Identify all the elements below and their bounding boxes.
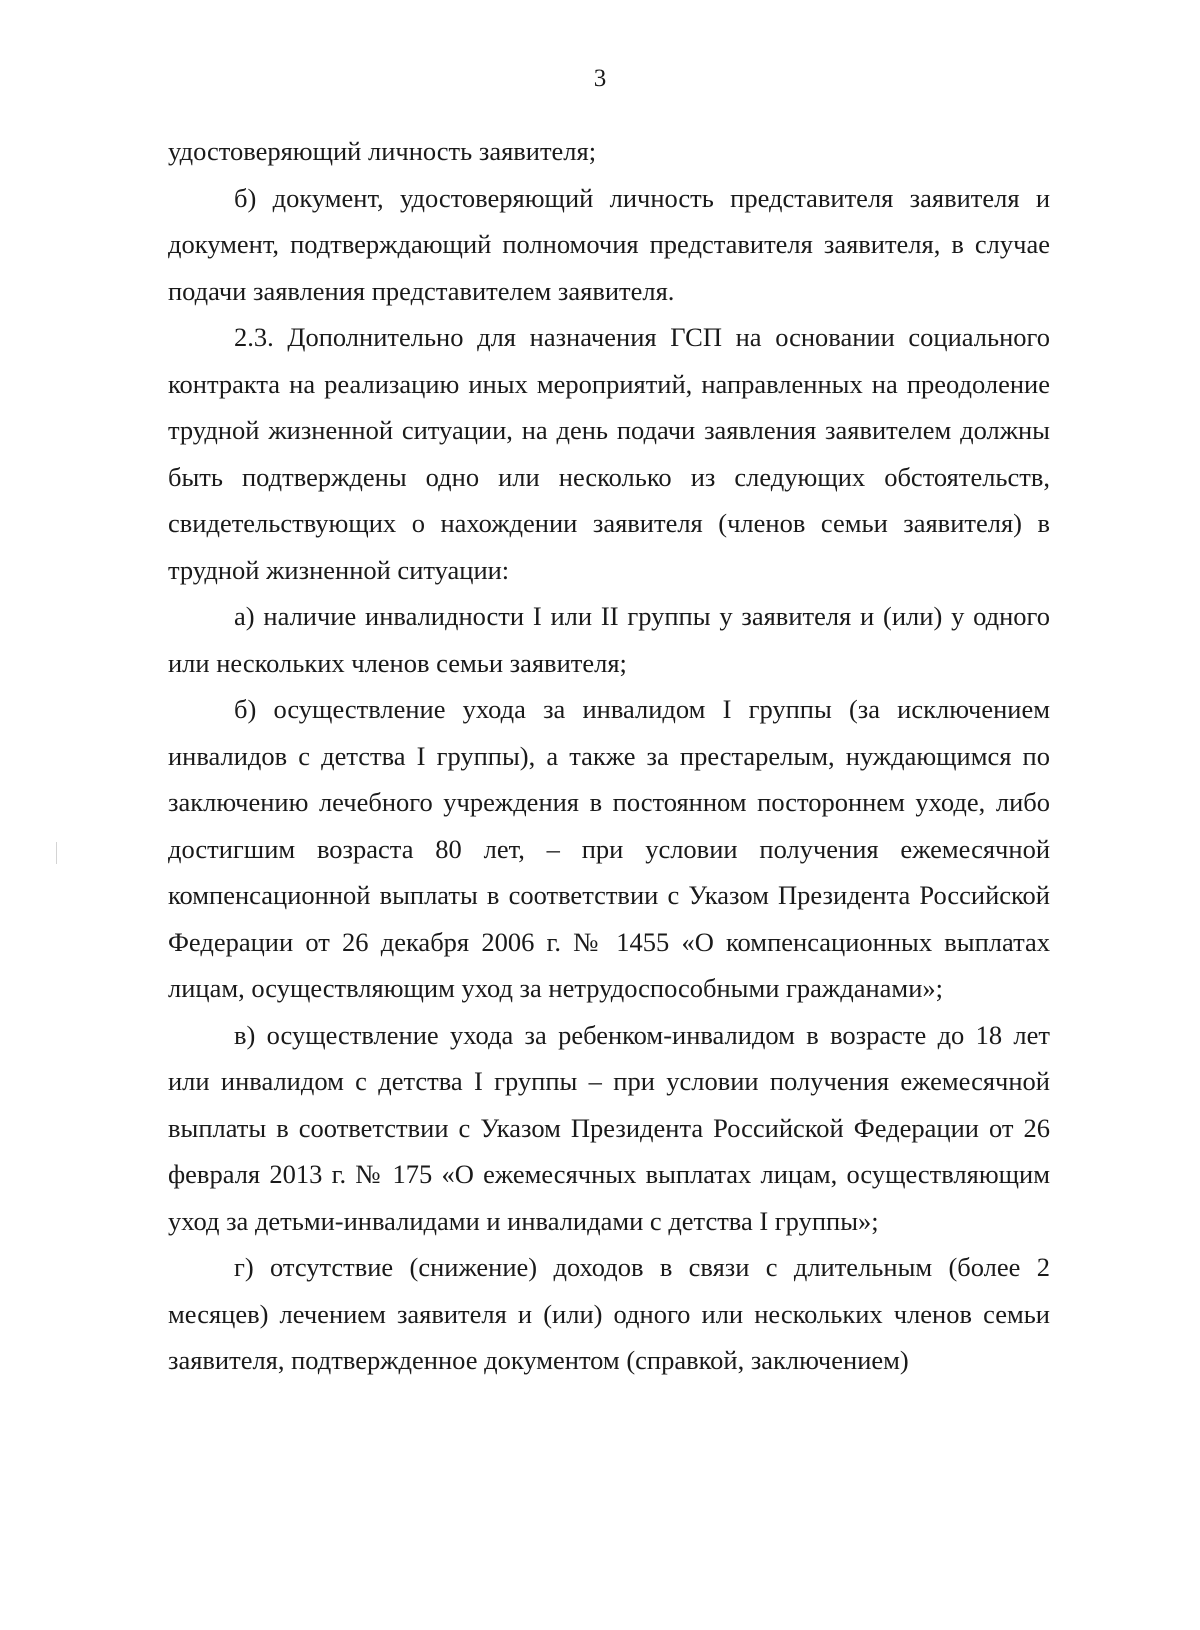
paragraph-item-a-disability: а) наличие инвалидности I или II группы у заявителя и (или) у одного или нескольких членов семьи заявителя; bbox=[168, 601, 1050, 678]
document-body bbox=[168, 128, 1050, 1384]
paragraph-item-b-care: б) осуществление ухода за инвалидом I группы (за исключением инвалидов с детства I группы), а также за престарелым, нуждающимся по заключению лечебного учреждения в постоянном постороннем уходе, либо достигшим возраста 80 лет, – при условии получения ежемесячной компенсационной выплаты в соответствии с Указом Президента Российской Федерации от 26 декабря 2006 г. № 1455 «О компенсационных выплатах лицам, осуществляющим уход за нетрудоспособными гражданами»; bbox=[168, 694, 1050, 1003]
paragraph-item-b-representative: б) документ, удостоверяющий личность представителя заявителя и документ, подтверждающий полномочия представителя заявителя, в случае подачи заявления представителем заявителя. bbox=[168, 182, 1050, 306]
scan-artifact-mark bbox=[56, 842, 57, 864]
paragraph-item-g-income: г) отсутствие (снижение) доходов в связи с длительным (более 2 месяцев) лечением заявителя и (или) одного или нескольких членов семьи заявителя, подтвержденное документом (справкой, заключением) bbox=[168, 1252, 1050, 1375]
page-number: 3 bbox=[593, 65, 607, 92]
paragraph-section-2-3: 2.3. Дополнительно для назначения ГСП на основании социального контракта на реализацию иных мероприятий, направленных на преодоление трудной жизненной ситуации, на день подачи заявления заявителем должны быть подтверждены одно или несколько из следующих обстоятельств, свидетельствующих о нахождении заявителя (членов семьи заявителя) в трудной жизненной ситуации: bbox=[168, 322, 1050, 585]
paragraph-item-v-child-care: в) осуществление ухода за ребенком-инвалидом в возрасте до 18 лет или инвалидом с детства I группы – при условии получения ежемесячной выплаты в соответствии с Указом Президента Российской Федерации от 26 февраля 2013 г. № 175 «О ежемесячных выплатах лицам, осуществляющим уход за детьми-инвалидами и инвалидами с детства I группы»; bbox=[168, 1019, 1050, 1236]
paragraph-continuation: удостоверяющий личность заявителя; bbox=[168, 136, 597, 166]
